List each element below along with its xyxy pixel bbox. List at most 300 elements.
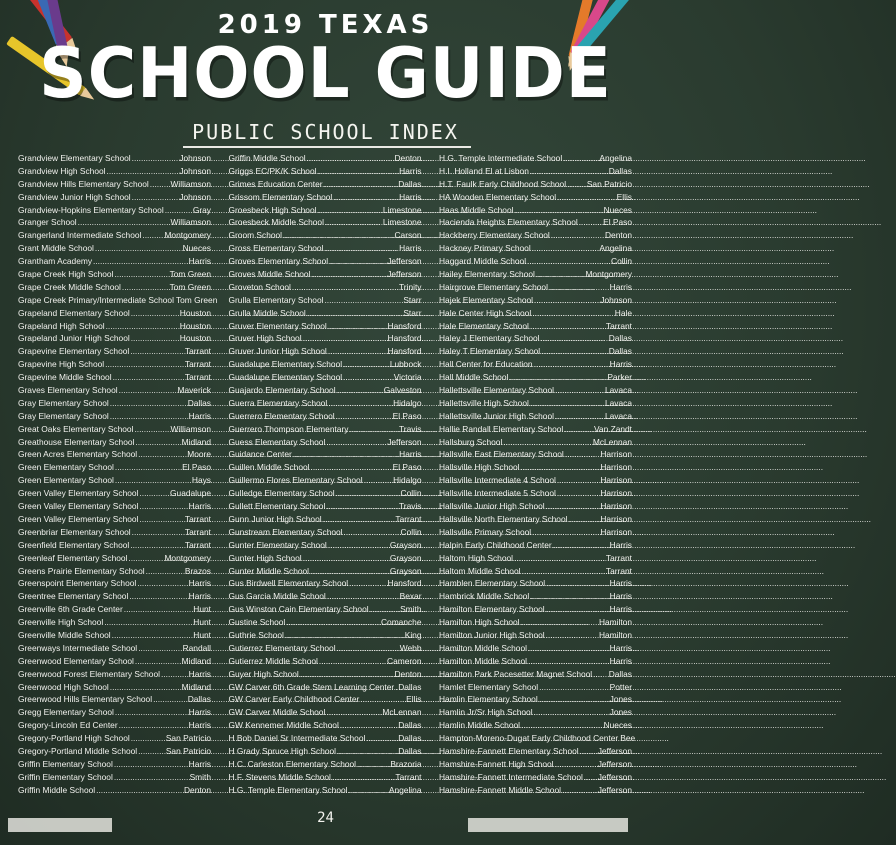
index-entry: [18, 732, 211, 745]
dot-leader: [138, 642, 181, 655]
school-name: Griffin Elementary School: [18, 758, 113, 769]
county-name: Jefferson: [597, 784, 632, 795]
county-name: Montgomery: [164, 552, 211, 563]
school-name: Guerrero Thompson Elementary: [228, 423, 349, 434]
school-name: Greenville Middle School: [18, 629, 111, 640]
index-entry: [18, 255, 211, 268]
county-name: Jefferson: [387, 436, 422, 447]
school-name: Grantham Academy: [18, 256, 93, 267]
county-name: Williamson: [170, 217, 211, 228]
county-name: Jones: [609, 707, 632, 718]
school-name: Griggs EC/PK/K School: [228, 165, 317, 176]
school-name: Green Valley Elementary School: [18, 513, 139, 524]
county-name: Dallas: [608, 333, 632, 344]
index-entry: [18, 178, 211, 191]
dot-leader: [153, 693, 187, 706]
county-name: Tom Green: [169, 281, 211, 292]
county-name: Williamson: [170, 178, 211, 189]
index-entry: [18, 784, 211, 797]
dot-leader: [364, 474, 393, 487]
county-name: Travis: [399, 501, 422, 512]
county-name: Dallas: [608, 165, 632, 176]
county-name: Denton: [604, 230, 632, 241]
dot-leader: [139, 513, 184, 526]
school-name: Hallettsville Elementary School: [439, 385, 554, 396]
county-name: Hamilton: [598, 617, 632, 628]
school-name: Haley J Elementary School: [439, 333, 540, 344]
school-name: H.G. Temple Intermediate School: [439, 153, 563, 163]
dot-leader: [530, 590, 608, 603]
county-name: Randall: [182, 642, 211, 653]
county-name: Johnson: [179, 191, 211, 202]
county-name: Guadalupe: [170, 488, 211, 499]
school-name: Guyer High School: [228, 668, 299, 679]
school-name: Gray Elementary School: [18, 397, 109, 408]
county-name: Tom Green: [169, 269, 211, 280]
county-name: Midland: [181, 436, 211, 447]
county-name: Lavaca: [604, 397, 632, 408]
county-name: Moore: [187, 449, 211, 460]
county-name: Angelina: [388, 784, 422, 795]
county-name: Smith: [400, 604, 422, 615]
school-name: Grimes Education Center: [228, 178, 323, 189]
dot-leader: [336, 487, 400, 500]
county-name: San Patricio: [165, 733, 211, 744]
dot-leader: [324, 294, 402, 307]
school-name: Grulla Middle School: [228, 307, 306, 318]
index-entry: [18, 565, 211, 578]
dot-leader: [324, 242, 398, 255]
dot-leader: [311, 461, 392, 474]
county-name: El Paso: [182, 462, 211, 473]
county-name: Harris: [188, 707, 211, 718]
index-entry: [18, 345, 211, 358]
county-name: Harrison: [600, 475, 632, 486]
dot-leader: [135, 436, 180, 449]
county-name: Johnson: [179, 165, 211, 176]
dot-leader: [553, 539, 609, 552]
dot-leader: [323, 513, 395, 526]
school-name: H.I. Holland El at Lisbon: [439, 165, 529, 176]
dot-leader: [503, 436, 592, 449]
school-name: Hallsburg School: [439, 436, 503, 447]
school-index: [18, 152, 636, 802]
school-name: Greenville High School: [18, 617, 104, 628]
county-name: Harris: [609, 604, 632, 615]
school-name: Gruver Junior High School: [228, 346, 327, 357]
dot-leader: [311, 268, 386, 281]
school-name: Groveton School: [228, 281, 291, 292]
school-name: Hackney Primary School: [439, 243, 531, 254]
county-name: San Patricio: [165, 745, 211, 756]
county-name: Dallas: [187, 397, 211, 408]
index-entry: [18, 165, 211, 178]
dot-leader: [317, 204, 381, 217]
index-entry: [18, 629, 211, 642]
dot-leader: [539, 681, 608, 694]
dot-leader: [366, 732, 397, 745]
county-name: Grayson: [389, 552, 422, 563]
index-entry: [18, 500, 211, 513]
school-name: Grapevine High School: [18, 359, 105, 370]
school-name: Green Acres Elementary School: [18, 449, 138, 460]
index-entry: [18, 371, 211, 384]
dot-leader: [124, 603, 193, 616]
dot-leader: [534, 358, 609, 371]
dot-leader: [555, 410, 604, 423]
index-entry: [18, 204, 211, 217]
school-name: Gregg Elementary School: [18, 707, 114, 718]
dot-leader: [132, 526, 184, 539]
school-name: Greentree Elementary School: [18, 591, 129, 602]
county-name: Dallas: [398, 733, 422, 744]
dot-leader: [530, 320, 605, 333]
school-name: Greenwood High School: [18, 681, 109, 692]
county-name: Tarrant: [184, 539, 211, 550]
dot-leader: [325, 216, 382, 229]
school-name: Groves Middle School: [228, 269, 311, 280]
school-name: Grape Creek Primary/Intermediate School: [18, 294, 174, 305]
county-name: Collin: [400, 488, 422, 499]
index-entry: [18, 229, 211, 242]
county-name: Tarrant: [395, 771, 422, 782]
dot-leader: [95, 242, 182, 255]
county-name: Harrison: [600, 513, 632, 524]
school-name: Haltom High School: [439, 552, 514, 563]
dot-leader: [541, 332, 608, 345]
county-name: Tarrant: [184, 346, 211, 357]
county-name: Tarrant: [184, 372, 211, 383]
index-entry: [18, 397, 211, 410]
school-name: Grulla Elementary School: [228, 294, 324, 305]
county-name: Tarrant: [395, 513, 422, 524]
county-name: Dallas: [608, 668, 632, 679]
dot-leader: [130, 539, 184, 552]
dot-leader: [132, 191, 179, 204]
dot-leader: [395, 681, 397, 694]
dot-leader: [327, 590, 399, 603]
dot-leader: [138, 448, 186, 461]
dot-leader: [326, 500, 398, 513]
dot-leader: [532, 242, 599, 255]
dot-leader: [568, 513, 599, 526]
school-name: Gregory-Lincoln Ed Center: [18, 720, 118, 731]
school-name: Great Oaks Elementary School: [18, 423, 134, 434]
index-entry: [18, 294, 218, 307]
school-name: Grandview Hills Elementary School: [18, 178, 149, 189]
school-name: Graves Elementary School: [18, 385, 118, 396]
school-name: Groesbeck Middle School: [228, 217, 324, 228]
dot-leader: [328, 320, 387, 333]
school-name: Hamblen Elementary School: [439, 578, 546, 589]
county-name: Houston: [179, 333, 211, 344]
school-name: H.C. Carleston Elementary School: [228, 758, 357, 769]
dot-leader: [555, 758, 597, 771]
county-name: Harris: [188, 578, 211, 589]
school-name: Haltom Middle School: [439, 565, 521, 576]
dot-leader: [340, 719, 397, 732]
school-name: Gutierrez Middle School: [228, 655, 318, 666]
dot-leader: [337, 384, 383, 397]
county-name: Ellis: [406, 694, 422, 705]
school-name: Grapevine Middle School: [18, 372, 112, 383]
dot-leader: [557, 191, 615, 204]
dot-leader: [534, 706, 609, 719]
county-name: Hamilton: [598, 629, 632, 640]
school-name: Guadalupe Elementary School: [228, 372, 343, 383]
county-name: Jefferson: [387, 269, 422, 280]
school-name: Haley T Elementary School: [439, 346, 541, 357]
school-name: Gulledge Elementary School: [228, 488, 335, 499]
dot-leader: [128, 552, 163, 565]
dot-leader: [113, 371, 184, 384]
dot-leader: [514, 552, 605, 565]
county-name: Hansford: [387, 333, 422, 344]
dot-leader: [557, 487, 600, 500]
county-name: Limestone: [382, 204, 422, 215]
school-name: H Bob Daniel Sr Intermediate School: [228, 733, 366, 744]
dot-leader: [349, 784, 388, 797]
county-name: McLennan: [592, 436, 632, 447]
county-name: Houston: [179, 320, 211, 331]
index-entry: [439, 681, 632, 694]
dot-leader: [135, 655, 181, 668]
school-name: Gregory-Portland High School: [18, 733, 130, 744]
school-name: Green Valley Elementary School: [18, 488, 139, 499]
dot-leader: [370, 603, 399, 616]
school-name: Hamilton Middle School: [439, 642, 527, 653]
index-entry: [18, 745, 211, 758]
county-name: Denton: [183, 784, 211, 795]
dot-leader: [530, 165, 608, 178]
dot-leader: [139, 500, 187, 513]
dot-leader: [107, 165, 179, 178]
school-name: Hamlin Jr/Sr High School: [439, 707, 533, 718]
dot-leader: [303, 552, 389, 565]
school-name: Greenleaf Elementary School: [18, 552, 128, 563]
school-name: Greenwood Hills Elementary School: [18, 694, 153, 705]
index-entry: [18, 552, 211, 565]
dot-leader: [530, 397, 604, 410]
county-name: Nueces: [603, 720, 632, 731]
dot-leader: [150, 178, 170, 191]
school-name: Green Elementary School: [18, 475, 114, 486]
school-name: Guerrero Elementary School: [228, 410, 335, 421]
school-name: Hallie Randall Elementary School: [439, 423, 564, 434]
dot-leader: [286, 616, 380, 629]
county-name: Denton: [394, 153, 422, 163]
dot-leader: [532, 307, 614, 320]
county-name: McLennan: [382, 707, 422, 718]
school-name: Hamilton Middle School: [439, 655, 527, 666]
dot-leader: [562, 784, 597, 797]
dot-leader: [303, 332, 387, 345]
county-name: Lavaca: [604, 385, 632, 396]
index-entry: [18, 616, 211, 629]
county-name: Dallas: [398, 720, 422, 731]
index-entry: [229, 294, 422, 307]
school-name: Groom School: [228, 230, 283, 241]
dot-leader: [329, 255, 386, 268]
index-entry: [18, 410, 211, 423]
year-heading: 2019 TEXAS: [217, 10, 434, 40]
school-name: Griffin Middle School: [228, 153, 306, 163]
school-name: Grangerland Intermediate School: [18, 230, 142, 241]
dot-leader: [114, 268, 168, 281]
dot-leader: [165, 204, 192, 217]
school-name: Gunter High School: [228, 552, 302, 563]
school-name: Grapeland Junior High School: [18, 333, 130, 344]
county-name: Jones: [609, 694, 632, 705]
dot-leader: [580, 745, 597, 758]
county-name: Starr: [403, 307, 422, 318]
county-name: San Patricio: [586, 178, 632, 189]
dot-leader: [343, 358, 389, 371]
county-name: Harris: [399, 449, 422, 460]
dot-leader: [541, 345, 608, 358]
dot-leader: [285, 629, 404, 642]
school-name: Greenville 6th Grade Center: [18, 604, 123, 615]
county-name: Denton: [394, 668, 422, 679]
index-entry: [18, 771, 211, 784]
section-subtitle: PUBLIC SCHOOL INDEX: [192, 120, 459, 144]
county-name: King: [404, 629, 422, 640]
school-name: Gunter Elementary School: [228, 539, 327, 550]
school-name: Hamlin Middle School: [439, 720, 520, 731]
county-name: Tarrant: [184, 359, 211, 370]
school-name: GW Carver Early Childhood Center: [228, 694, 360, 705]
county-name: Harris: [399, 191, 422, 202]
school-name: Greens Prairie Elementary School: [18, 565, 145, 576]
dot-leader: [336, 410, 392, 423]
school-name: Grapeland Elementary School: [18, 307, 130, 318]
county-name: Houston: [179, 307, 211, 318]
index-entry: [18, 487, 211, 500]
dot-leader: [300, 668, 394, 681]
county-name: Hansford: [387, 578, 422, 589]
index-entry: [18, 706, 211, 719]
dot-leader: [521, 461, 600, 474]
school-name: Hamshire-Fannett Elementary School: [439, 745, 579, 756]
index-entry: [18, 539, 211, 552]
county-name: Harris: [188, 758, 211, 769]
dot-leader: [549, 281, 609, 294]
school-name: Granger School: [18, 217, 77, 228]
dot-leader: [521, 565, 604, 578]
index-entry: [18, 681, 211, 694]
school-name: Greenfield Elementary School: [18, 539, 130, 550]
index-entry: [18, 461, 211, 474]
school-name: Hamshire-Fannett High School: [439, 758, 554, 769]
school-name: Grapeland High School: [18, 320, 105, 331]
school-name: Gregory-Portland Middle School: [18, 745, 138, 756]
dot-leader: [546, 500, 600, 513]
dot-leader: [514, 204, 602, 217]
county-name: Montgomery: [585, 269, 632, 280]
school-name: Hallsville East Elementary School: [439, 449, 564, 460]
school-name: Guillermo Flores Elementary School: [228, 475, 363, 486]
school-name: Hall Middle School: [439, 372, 509, 383]
school-name: Griffin Elementary School: [18, 771, 113, 782]
dot-leader: [114, 758, 188, 771]
county-name: Collin: [611, 256, 632, 267]
county-name: Starr: [403, 294, 422, 305]
dot-leader: [546, 629, 598, 642]
dot-leader: [129, 590, 187, 603]
index-entry: [18, 436, 211, 449]
dot-leader: [131, 732, 165, 745]
dot-leader: [112, 629, 193, 642]
dot-leader: [539, 693, 609, 706]
dot-leader: [115, 706, 188, 719]
county-name: Dallas: [398, 745, 422, 756]
dot-leader: [528, 642, 609, 655]
dot-leader: [138, 745, 165, 758]
school-name: Halpin Early Childhood Center: [439, 539, 552, 550]
school-name: Grandview High School: [18, 165, 106, 176]
school-name: Hallsville High School: [439, 462, 520, 473]
dot-leader: [528, 655, 609, 668]
dot-leader: [527, 255, 610, 268]
index-entry: [18, 191, 211, 204]
dot-leader: [333, 191, 398, 204]
county-name: Tom Green: [175, 294, 218, 305]
county-name: Tarrant: [184, 526, 211, 537]
county-name: Harris: [609, 591, 632, 602]
dot-leader: [319, 655, 386, 668]
school-name: Grape Creek Middle School: [18, 281, 121, 292]
county-name: Grayson: [389, 539, 422, 550]
school-name: Hampton-Moreno-Dugat Early Childhood Center: [439, 733, 619, 744]
dot-leader: [134, 423, 169, 436]
county-name: Harris: [609, 578, 632, 589]
county-name: Bee: [620, 733, 636, 744]
county-name: Hunt: [193, 604, 211, 615]
county-name: Harris: [609, 655, 632, 666]
school-name: Guerra Elementary School: [228, 397, 328, 408]
dot-leader: [536, 268, 585, 281]
county-name: Jefferson: [387, 256, 422, 267]
school-name: Gunstream Elementary School: [228, 526, 343, 537]
county-name: Jefferson: [597, 758, 632, 769]
index-entry: [18, 268, 211, 281]
county-name: Tarrant: [605, 565, 632, 576]
school-name: Hamilton Junior High School: [439, 629, 545, 640]
school-name: Guadalupe Elementary School: [228, 359, 343, 370]
county-name: Lavaca: [604, 410, 632, 421]
school-name: Greathouse Elementary School: [18, 436, 135, 447]
dot-leader: [546, 577, 609, 590]
school-name: Guess Elementary School: [228, 436, 326, 447]
index-entry: [18, 603, 211, 616]
county-name: Bexar: [399, 591, 422, 602]
dot-leader: [343, 371, 393, 384]
county-name: Dallas: [187, 694, 211, 705]
dot-leader: [142, 229, 163, 242]
school-name: Hallsville Intermediate 5 School: [439, 488, 556, 499]
index-entry: [18, 655, 211, 668]
county-name: Hale: [614, 307, 632, 318]
school-name: Green Valley Elementary School: [18, 501, 139, 512]
county-name: Harris: [609, 281, 632, 292]
school-name: Grandview Junior High School: [18, 191, 131, 202]
school-name: Gunn Junior High School: [228, 513, 322, 524]
school-name: Guidance Center: [228, 449, 292, 460]
school-name: Hambrick Middle School: [439, 591, 530, 602]
school-name: Grant Middle School: [18, 243, 94, 254]
dot-leader: [317, 165, 398, 178]
dot-leader: [337, 642, 399, 655]
